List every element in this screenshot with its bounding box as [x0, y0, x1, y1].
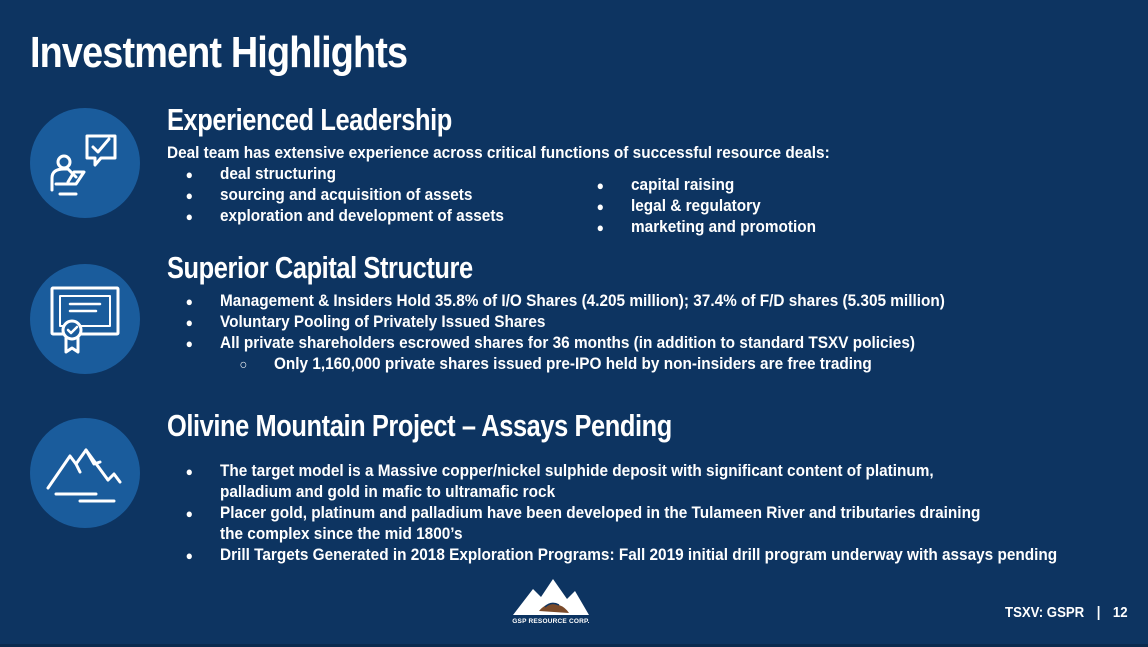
list-item: ● All private shareholders escrowed shares for 36 months (in addition to standard TSXV policies)	[167, 333, 945, 354]
section-heading-leadership: Experienced Leadership	[167, 102, 452, 137]
page-number: 12	[1112, 604, 1128, 621]
list-item: ● legal & regulatory	[578, 196, 816, 217]
certificate-icon	[30, 264, 140, 374]
list-item: ● The target model is a Massive copper/nickel sulphide deposit with significant content of platinum, palladium and gold in mafic to ultramafic rock	[167, 461, 983, 503]
capital-structure-list	[167, 291, 1003, 375]
section-intro: Deal team has extensive experience across critical functions of successful resource deals:	[167, 144, 830, 162]
list-item: ● Voluntary Pooling of Privately Issued Shares	[167, 312, 945, 333]
ticker-symbol: TSXV: GSPR	[1005, 604, 1085, 621]
olivine-project-list	[167, 461, 1124, 566]
list-item: ○ Only 1,160,000 private shares issued pre-IPO held by non-insiders are free trading	[167, 354, 945, 375]
list-item: ● Drill Targets Generated in 2018 Exploration Programs: Fall 2019 initial drill program underway with assays pending	[167, 545, 1057, 566]
footer-ticker	[1005, 604, 1128, 621]
section-heading-capital: Superior Capital Structure	[167, 250, 473, 285]
mountain-logo-icon	[509, 577, 593, 617]
mountain-icon	[30, 418, 140, 528]
leader-presentation-icon	[30, 108, 140, 218]
list-item: ● Management & Insiders Hold 35.8% of I/O Shares (4.205 million); 37.4% of F/D shares (5.305 million)	[167, 291, 945, 312]
list-item: ● Placer gold, platinum and palladium have been developed in the Tulameen River and tributaries draining the complex since the mid 1800’s	[167, 503, 983, 545]
logo-text: GSP RESOURCE CORP.	[512, 618, 590, 625]
list-item: ● capital raising	[578, 175, 816, 196]
list-item: ● deal structuring	[167, 164, 504, 185]
leadership-list-right	[578, 175, 834, 238]
company-logo	[509, 577, 593, 631]
list-item: ● marketing and promotion	[578, 217, 816, 238]
section-heading-olivine: Olivine Mountain Project – Assays Pending	[167, 408, 672, 443]
list-item: ● sourcing and acquisition of assets	[167, 185, 504, 206]
slide-title: Investment Highlights	[30, 28, 408, 77]
leadership-list-left	[167, 164, 529, 227]
footer-separator: |	[1096, 604, 1101, 621]
list-item: ● exploration and development of assets	[167, 206, 504, 227]
